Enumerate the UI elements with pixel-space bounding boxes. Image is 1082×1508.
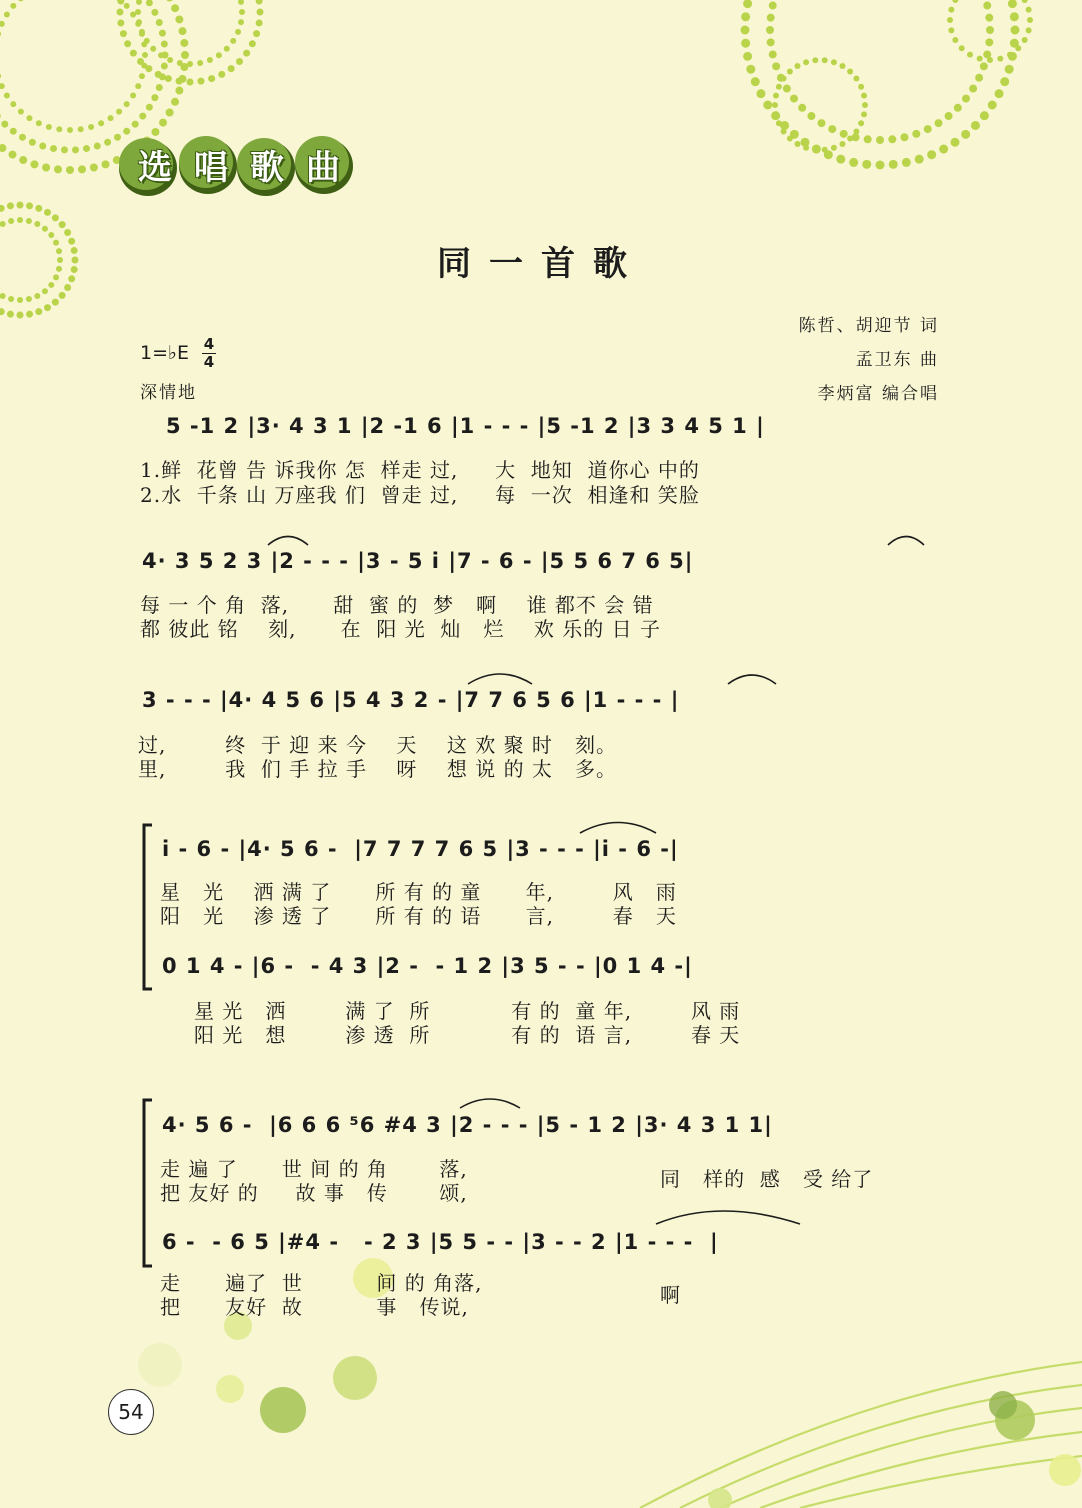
decor-dot bbox=[769, 2, 777, 10]
decor-dot bbox=[962, 95, 970, 103]
decor-dot bbox=[831, 59, 837, 65]
section-badge-label: 选唱歌曲 bbox=[138, 148, 362, 188]
notation-line-upper: 4· 5 6 - |6 6 6 ⁵6 #4 3 |2 - - - |5 - 1 2 |3· 4 3 1 1| bbox=[162, 1113, 773, 1137]
decor-dot bbox=[34, 293, 40, 299]
decor-dot bbox=[56, 126, 62, 132]
decor-dot bbox=[0, 293, 6, 299]
decor-dot bbox=[158, 52, 164, 58]
decor-dot bbox=[902, 158, 911, 167]
decor-dot bbox=[945, 112, 953, 120]
decor-dot bbox=[807, 112, 815, 120]
decor-dot bbox=[8, 296, 14, 302]
decor-dot bbox=[961, 130, 970, 139]
decor-dot bbox=[1008, 0, 1017, 8]
decor-dot bbox=[853, 76, 859, 82]
decor-dot bbox=[30, 160, 38, 168]
decor-dot bbox=[46, 124, 52, 130]
decor-dot bbox=[136, 0, 142, 5]
decor-dot bbox=[888, 135, 896, 143]
decor-dot bbox=[216, 52, 222, 58]
system-bracket bbox=[140, 823, 156, 991]
decor-dot bbox=[145, 65, 152, 72]
decor-dot bbox=[1011, 26, 1020, 35]
decor-dot bbox=[117, 19, 124, 26]
decor-dot bbox=[889, 160, 898, 169]
decor-dot bbox=[151, 9, 158, 16]
decor-dot bbox=[864, 135, 872, 143]
decor-dot bbox=[167, 57, 173, 63]
decor-dot bbox=[862, 102, 868, 108]
composer-credit: 孟卫东 曲 bbox=[855, 350, 939, 370]
decor-dot bbox=[763, 101, 772, 110]
decor-dot bbox=[61, 146, 68, 153]
decor-dot bbox=[948, 27, 954, 33]
decor-dot bbox=[26, 311, 33, 318]
decor-dot bbox=[50, 145, 57, 152]
decor-dot bbox=[853, 128, 859, 134]
decor-dot bbox=[171, 98, 179, 106]
decor-dot bbox=[1000, 77, 1009, 86]
decor-dot bbox=[124, 40, 131, 47]
decor-dot bbox=[836, 155, 845, 164]
decor-dot bbox=[812, 147, 818, 153]
decor-dot bbox=[161, 63, 168, 70]
decor-dot bbox=[177, 60, 183, 66]
decor-dot bbox=[803, 59, 809, 65]
decor-dot bbox=[44, 304, 51, 311]
decor-dot bbox=[980, 62, 988, 70]
decor-dot bbox=[969, 85, 977, 93]
lyricist-credit: 陈哲、胡迎节 词 bbox=[798, 316, 939, 336]
decor-dot bbox=[90, 163, 98, 171]
decor-dot bbox=[847, 69, 853, 75]
decor-dot bbox=[935, 119, 943, 127]
decor-dot bbox=[876, 161, 885, 170]
decor-dot bbox=[230, 38, 236, 44]
decor-dot bbox=[985, 38, 993, 46]
decor-dot bbox=[78, 165, 86, 173]
decor-dot bbox=[828, 125, 836, 133]
decor-dot bbox=[34, 221, 40, 227]
decor-dot bbox=[116, 109, 122, 115]
decor-dot bbox=[773, 93, 779, 99]
decor-dot bbox=[59, 292, 66, 299]
lyric-line: 2.水 千条 山 万座我 们 曾走 过, 每 一次 相逢和 笑脸 bbox=[140, 483, 700, 507]
shared-lyric-lower: 啊 bbox=[660, 1283, 681, 1307]
decor-dot bbox=[766, 26, 774, 34]
decor-dot bbox=[983, 2, 991, 10]
decor-dot bbox=[952, 0, 958, 3]
decor-dot bbox=[42, 288, 48, 294]
decor-dot bbox=[17, 202, 24, 209]
decor-dot bbox=[803, 145, 809, 151]
decor-dot bbox=[4, 93, 10, 99]
decor-dot bbox=[253, 30, 260, 37]
decor-dot bbox=[967, 52, 973, 58]
decor-dot bbox=[817, 119, 825, 127]
decor-dot bbox=[0, 21, 5, 27]
decor-dot bbox=[243, 50, 250, 57]
decor-dot bbox=[18, 109, 24, 115]
decor-dot bbox=[10, 101, 16, 107]
decor-dot bbox=[790, 95, 798, 103]
decor-dot bbox=[776, 120, 782, 126]
decor-dot bbox=[197, 60, 203, 66]
decor-dot bbox=[156, 84, 163, 91]
decor-dot bbox=[8, 218, 14, 224]
decor-dot bbox=[39, 143, 46, 150]
decor-dot bbox=[756, 89, 765, 98]
decor-dot bbox=[108, 115, 114, 121]
decor-dot bbox=[997, 56, 1003, 62]
decor-dot bbox=[767, 14, 775, 22]
decor-dot bbox=[218, 71, 225, 78]
decor-dot bbox=[238, 0, 244, 5]
decor-dot bbox=[257, 9, 264, 16]
decor-dot bbox=[948, 7, 954, 13]
decor-dot bbox=[187, 61, 193, 67]
decor-dot bbox=[849, 158, 858, 167]
decor-dot bbox=[915, 155, 924, 164]
decor-dot bbox=[166, 109, 174, 117]
decor-dot bbox=[256, 19, 263, 26]
decor-dot bbox=[26, 218, 32, 224]
decor-dot bbox=[104, 139, 111, 146]
decor-dot bbox=[178, 27, 186, 35]
decor-dot bbox=[787, 69, 793, 75]
decor-dot bbox=[975, 74, 983, 82]
decor-dot bbox=[10, 3, 16, 9]
decor-dot bbox=[19, 134, 26, 141]
decor-dot bbox=[208, 75, 215, 82]
decor-dot bbox=[0, 83, 5, 89]
lyric-line: 阳 光 渗 透 了 所 有 的 语 言, 春 天 bbox=[160, 904, 677, 928]
decor-dot bbox=[94, 143, 101, 150]
decor-dot bbox=[17, 217, 23, 223]
decor-dot bbox=[776, 84, 782, 90]
page-number: 54 bbox=[108, 1389, 154, 1435]
decor-dot bbox=[1022, 37, 1028, 43]
decor-dot bbox=[769, 50, 777, 58]
decor-dot bbox=[751, 77, 760, 86]
decor-dot bbox=[130, 50, 137, 57]
decor-dot bbox=[7, 202, 14, 209]
decor-dot bbox=[840, 141, 846, 147]
decor-dot bbox=[67, 127, 73, 133]
decor-dot bbox=[171, 4, 179, 12]
decor-dot bbox=[7, 311, 14, 318]
decor-dot bbox=[120, 30, 127, 37]
decor-dot bbox=[980, 111, 989, 120]
decor-dot bbox=[26, 115, 32, 121]
lyric-line: 星 光 洒 满 了 所 有 的 童 年, 风 雨 bbox=[194, 999, 741, 1023]
decor-dot bbox=[798, 104, 806, 112]
decor-dot bbox=[0, 144, 6, 152]
decor-dot bbox=[139, 73, 145, 79]
decor-dot bbox=[858, 120, 864, 126]
decor-dot bbox=[54, 165, 62, 173]
decor-dot bbox=[239, 9, 245, 15]
decor-dot bbox=[959, 45, 965, 51]
decor-dot bbox=[42, 163, 50, 171]
decor-dot bbox=[137, 58, 144, 65]
decor-dot bbox=[72, 146, 79, 153]
decor-dot bbox=[236, 58, 243, 65]
decor-dot bbox=[187, 79, 194, 86]
decor-dot bbox=[64, 284, 71, 291]
decor-dot bbox=[741, 26, 750, 35]
decor-dot bbox=[166, 0, 174, 2]
decor-dot bbox=[159, 30, 166, 37]
decor-dot bbox=[249, 40, 256, 47]
decor-dot bbox=[988, 101, 997, 110]
decor-dot bbox=[951, 138, 960, 147]
decor-dot bbox=[0, 221, 6, 227]
decor-dot bbox=[1026, 7, 1032, 13]
notation-line-upper: i - 6 - |4· 5 6 - |7 7 7 7 6 5 |3 - - - |i - 6 -| bbox=[162, 837, 679, 861]
decor-dot bbox=[847, 135, 853, 141]
decor-dot bbox=[773, 111, 779, 117]
decor-dot bbox=[29, 139, 36, 146]
decor-dot bbox=[130, 93, 136, 99]
decor-dot bbox=[139, 113, 146, 120]
decor-dot bbox=[35, 308, 42, 315]
time-signature bbox=[202, 336, 216, 371]
decor-dot bbox=[180, 39, 188, 47]
decor-dot bbox=[746, 65, 755, 74]
decor-dot bbox=[256, 0, 263, 5]
decor-dot bbox=[900, 133, 908, 141]
arranger-credit: 李炳富 编合唱 bbox=[817, 384, 939, 404]
decor-dot bbox=[132, 121, 139, 128]
time-signature-bottom: 4 bbox=[203, 353, 215, 371]
decor-dot bbox=[117, 0, 124, 5]
decor-dot bbox=[781, 128, 787, 134]
decor-dot bbox=[862, 160, 871, 169]
decor-dot bbox=[795, 141, 801, 147]
lyric-line: 把 友好 的 故 事 传 颂, bbox=[160, 1181, 468, 1205]
decor-dot bbox=[19, 156, 27, 164]
decor-dot bbox=[17, 297, 23, 303]
notation-line: 4· 3 5 2 3 |2 - - - |3 - 5 i |7 - 6 - |5 5 6 7 6 5| bbox=[142, 549, 694, 573]
decor-dot bbox=[181, 51, 189, 59]
decor-dot bbox=[238, 19, 244, 25]
decor-dot bbox=[787, 135, 793, 141]
decor-dot bbox=[831, 145, 837, 151]
decor-dot bbox=[151, 94, 158, 101]
decor-dot bbox=[197, 78, 204, 85]
decor-dot bbox=[1010, 12, 1019, 21]
decor-dot bbox=[995, 89, 1004, 98]
decor-dot bbox=[36, 120, 42, 126]
decor-dot bbox=[159, 119, 167, 127]
decor-dot bbox=[146, 0, 153, 6]
decor-dot bbox=[1026, 27, 1032, 33]
decor-dot bbox=[1022, 0, 1028, 3]
decor-dot bbox=[4, 11, 10, 17]
decor-dot bbox=[876, 136, 884, 144]
decor-dot bbox=[175, 15, 183, 23]
decor-dot bbox=[156, 19, 163, 26]
decor-dot bbox=[83, 145, 90, 152]
lyric-line: 阳 光 想 渗 透 所 有 的 语 言, 春 天 bbox=[194, 1023, 741, 1047]
decor-dot bbox=[235, 29, 241, 35]
decor-dot bbox=[165, 75, 172, 82]
decor-dot bbox=[10, 128, 17, 135]
decor-dot bbox=[26, 202, 33, 209]
decor-dot bbox=[822, 147, 828, 153]
decor-dot bbox=[861, 111, 867, 117]
decor-dot bbox=[985, 14, 993, 22]
lyric-line: 星 光 洒 满 了 所 有 的 童 年, 风 雨 bbox=[160, 880, 677, 904]
decor-dot bbox=[150, 46, 156, 52]
decor-dot bbox=[52, 214, 59, 221]
decor-dot bbox=[59, 221, 66, 228]
lyric-line: 每 一 个 角 落, 甜 蜜 的 梦 啊 谁 都不 会 错 bbox=[140, 593, 654, 617]
shared-lyric: 同 样的 感 受 给了 bbox=[660, 1167, 874, 1191]
lyric-line: 1.鲜 花曾 告 诉我你 怎 样走 过, 大 地知 道你心 中的 bbox=[140, 458, 700, 482]
decor-dot bbox=[124, 101, 130, 107]
decor-dot bbox=[840, 63, 846, 69]
decor-dot bbox=[88, 124, 94, 130]
time-signature-top: 4 bbox=[203, 335, 215, 353]
decor-dot bbox=[102, 160, 110, 168]
decor-dot bbox=[822, 57, 828, 63]
decor-dot bbox=[161, 40, 168, 47]
notation-line: 3 - - - |4· 4 5 6 |5 4 3 2 - |7 7 6 5 6 |1 - - - | bbox=[142, 688, 680, 712]
decor-dot bbox=[66, 166, 74, 174]
decor-dot bbox=[144, 38, 150, 44]
lyric-line: 都 彼此 铭 刻, 在 阳 光 灿 烂 欢 乐的 日 子 bbox=[140, 617, 662, 641]
decor-dot bbox=[927, 150, 936, 159]
decor-dot bbox=[228, 65, 235, 72]
decor-dot bbox=[35, 205, 42, 212]
decor-dot bbox=[1005, 65, 1014, 74]
decor-dot bbox=[207, 57, 213, 63]
decor-dot bbox=[146, 104, 153, 111]
decor-dot bbox=[987, 57, 993, 63]
decor-dot bbox=[781, 76, 787, 82]
decor-dot bbox=[52, 299, 59, 306]
decor-dot bbox=[224, 46, 230, 52]
decor-dot bbox=[858, 84, 864, 90]
decor-dot bbox=[9, 151, 17, 159]
decor-dot bbox=[142, 52, 148, 58]
song-title: 同一首歌 bbox=[437, 244, 645, 284]
decor-dot bbox=[861, 93, 867, 99]
decor-dot bbox=[42, 226, 48, 232]
decor-dot bbox=[64, 229, 71, 236]
decor-dot bbox=[741, 12, 750, 21]
decor-dot bbox=[954, 104, 962, 112]
decor-dot bbox=[124, 3, 130, 9]
decor-dot bbox=[767, 38, 775, 46]
decor-dot bbox=[741, 39, 750, 48]
decor-dot bbox=[0, 308, 5, 315]
decor-dot bbox=[17, 312, 24, 319]
key-signature: 1=♭E bbox=[140, 342, 189, 364]
decor-dot bbox=[924, 125, 932, 133]
decor-dot bbox=[971, 121, 980, 130]
decor-dot bbox=[26, 296, 32, 302]
decor-dot bbox=[977, 56, 983, 62]
decor-dot bbox=[0, 31, 1, 37]
notation-line-lower: 6 - - 6 5 |#4 - - 2 3 |5 5 - - |3 - - 2 |1 - - - | bbox=[162, 1230, 719, 1254]
decor-dot bbox=[98, 120, 104, 126]
lyric-line: 走 遍 了 世 间 的 角 落, bbox=[160, 1157, 468, 1181]
decor-dot bbox=[175, 87, 183, 95]
decor-dot bbox=[986, 26, 994, 34]
decor-dot bbox=[135, 83, 141, 89]
decor-dot bbox=[772, 62, 780, 70]
lyric-line: 过, 终 于 迎 来 今 天 这 欢 聚 时 刻。 bbox=[138, 733, 618, 757]
system-bracket bbox=[140, 1098, 156, 1268]
lyric-line: 把 友好 故 事 传说, bbox=[160, 1295, 469, 1319]
decor-dot bbox=[795, 63, 801, 69]
decor-dot bbox=[743, 0, 752, 8]
decor-dot bbox=[947, 17, 953, 23]
decor-dot bbox=[136, 19, 142, 25]
decor-dot bbox=[783, 85, 791, 93]
decor-dot bbox=[18, 0, 24, 1]
decor-dot bbox=[0, 73, 1, 79]
decor-dot bbox=[0, 205, 5, 212]
decor-dot bbox=[1027, 17, 1033, 23]
decor-dot bbox=[1015, 45, 1021, 51]
decor-dot bbox=[0, 113, 1, 120]
decor-dot bbox=[912, 130, 920, 138]
notation-line: 5 -1 2 |3· 4 3 1 |2 -1 6 |1 - - - |5 -1 2 |3 3 4 5 1 | bbox=[166, 414, 765, 438]
lyric-line: 里, 我 们 手 拉 手 呀 想 说 的 太 多。 bbox=[138, 757, 618, 781]
notation-line-lower: 0 1 4 - |6 - - 4 3 |2 - - 1 2 |3 5 - - |0 1 4 -| bbox=[162, 954, 693, 978]
tempo-marking: 深情地 bbox=[140, 383, 197, 403]
decor-dot bbox=[743, 52, 752, 61]
decor-dot bbox=[840, 130, 848, 138]
decor-dot bbox=[772, 102, 778, 108]
decor-dot bbox=[44, 209, 51, 216]
decor-dot bbox=[135, 9, 141, 15]
decor-dot bbox=[952, 37, 958, 43]
decor-dot bbox=[1, 121, 8, 128]
decor-dot bbox=[176, 78, 183, 85]
decor-dot bbox=[155, 71, 162, 78]
lyric-line: 走 遍了 世 间 的 角落, bbox=[160, 1271, 483, 1295]
decor-dot bbox=[812, 57, 818, 63]
decor-dot bbox=[1007, 52, 1013, 58]
decor-dot bbox=[78, 126, 84, 132]
decor-dot bbox=[939, 145, 948, 154]
decor-dot bbox=[139, 29, 145, 35]
decor-dot bbox=[117, 9, 124, 16]
